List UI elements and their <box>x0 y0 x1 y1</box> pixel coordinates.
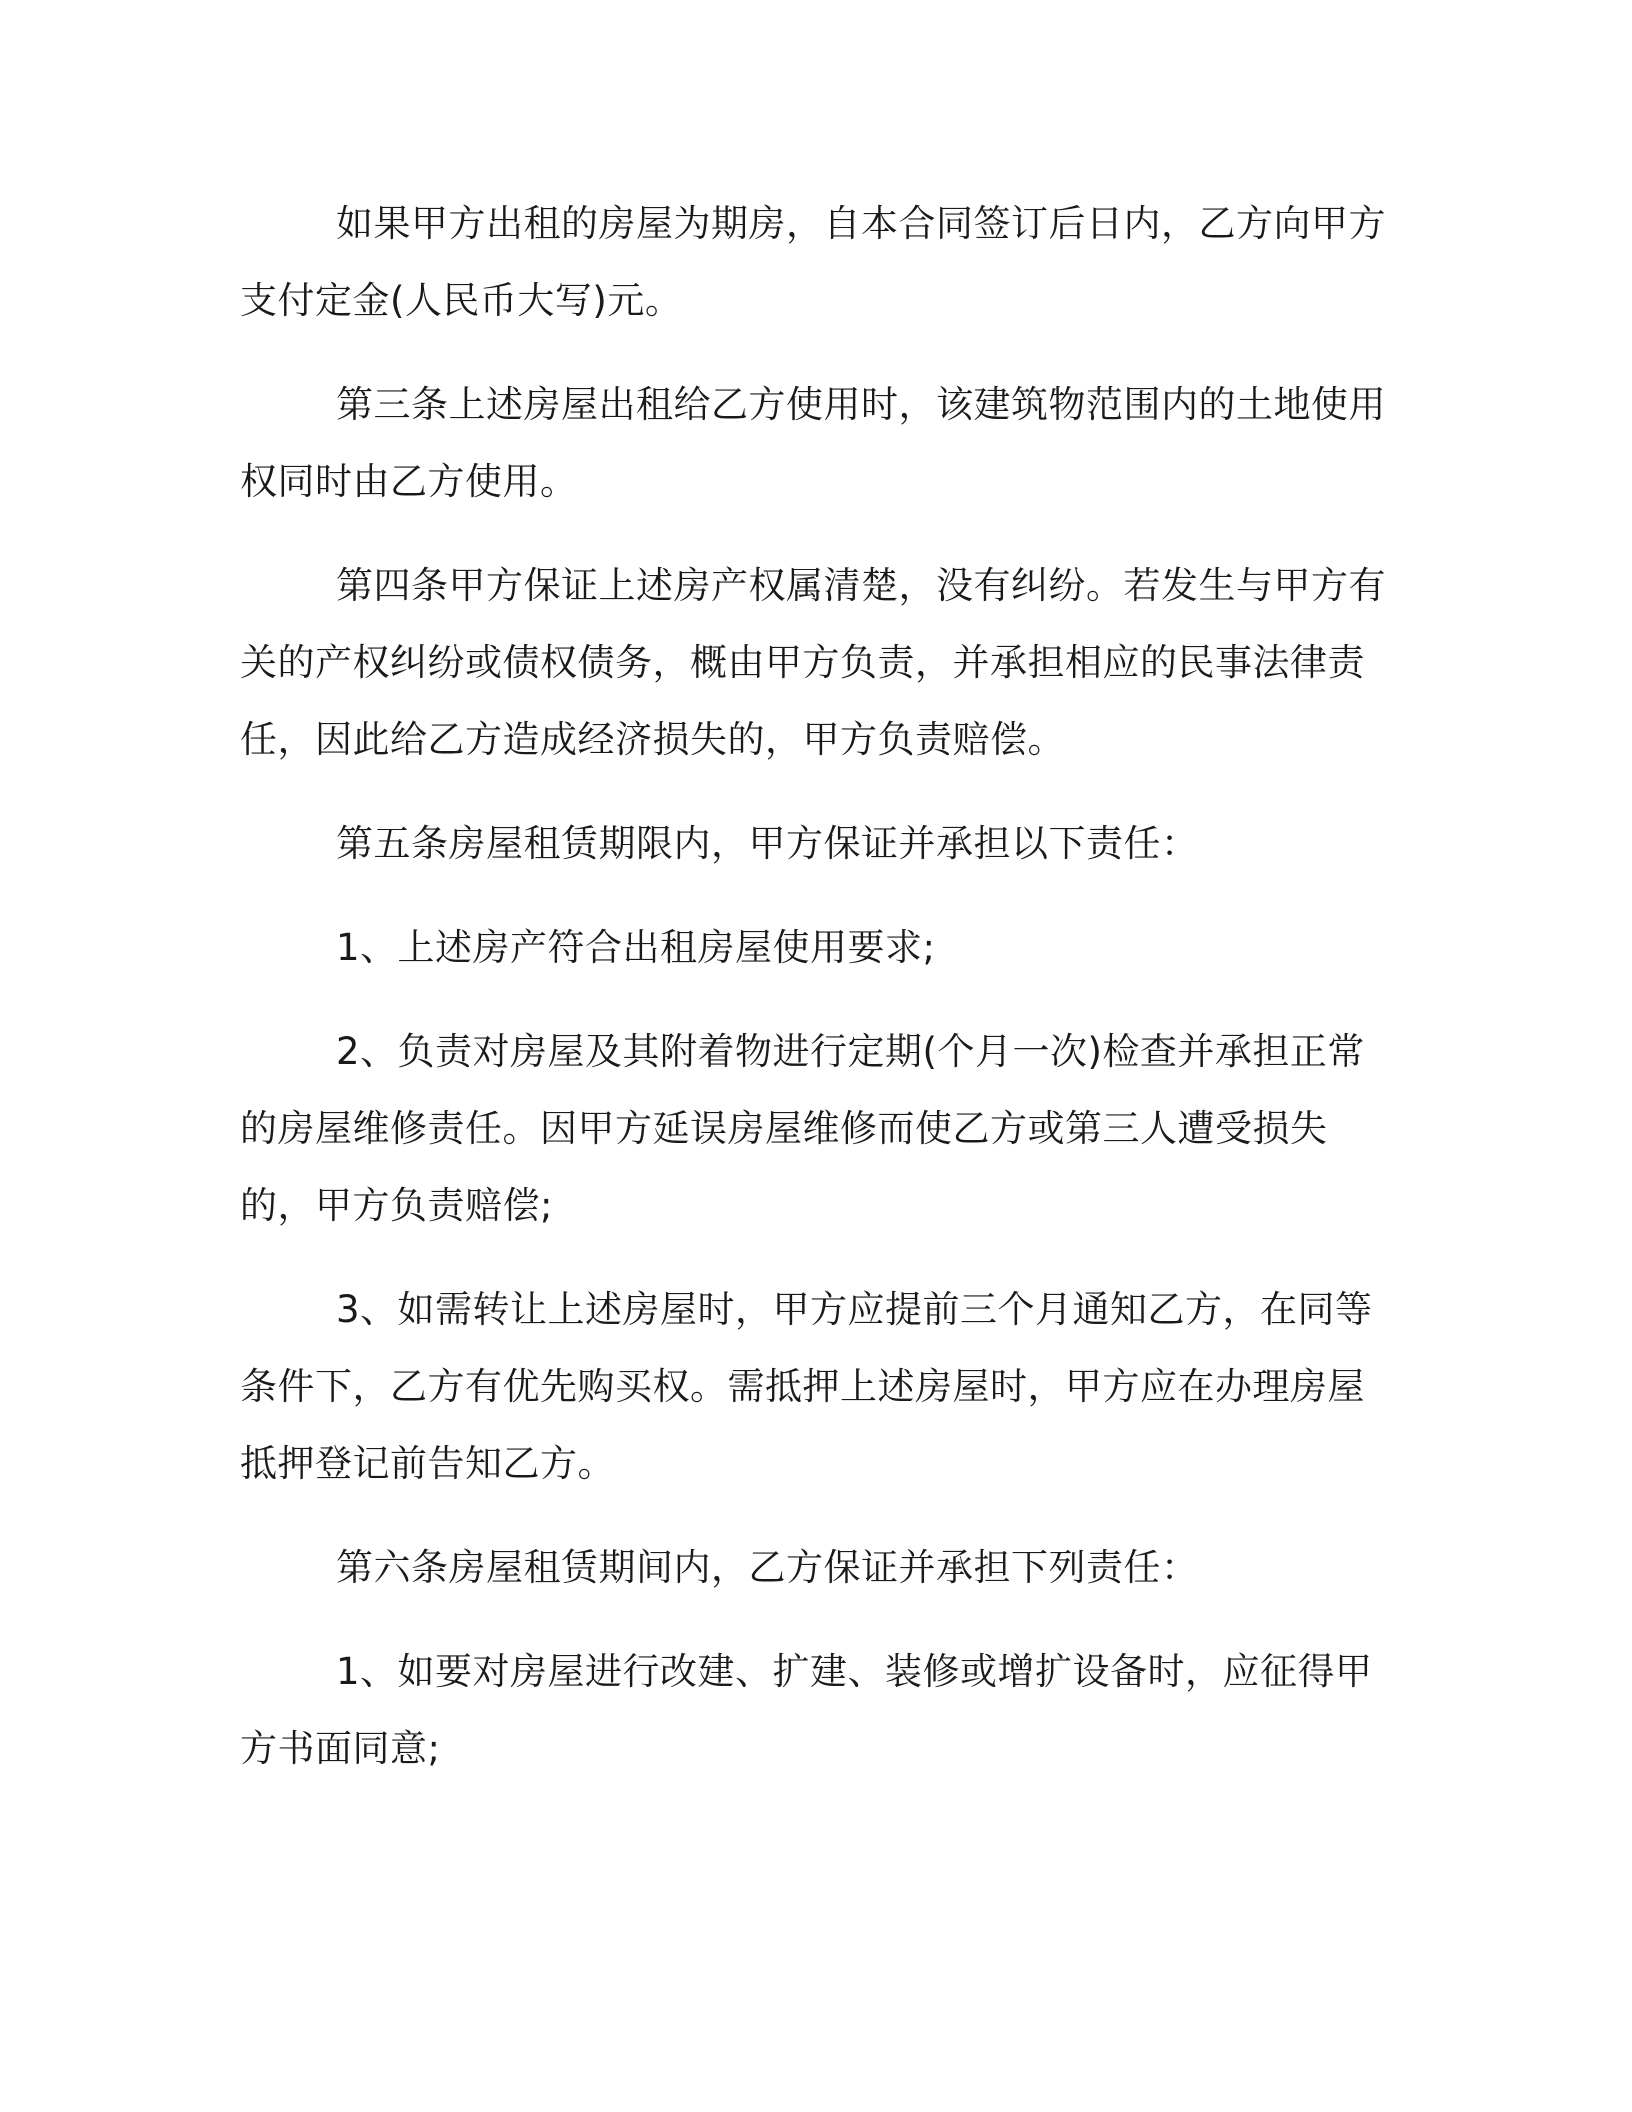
paragraph-article-4: 第四条甲方保证上述房产权属清楚，没有纠纷。若发生与甲方有关的产权纠纷或债权债务，概由甲方负责，并承担相应的民事法律责任，因此给乙方造成经济损失的，甲方负责赔偿。 <box>240 564 1386 761</box>
paragraph-article-3: 第三条上述房屋出租给乙方使用时，该建筑物范围内的土地使用权同时由乙方使用。 <box>240 383 1386 503</box>
document-body <box>240 185 1390 1814</box>
paragraph-article-5: 第五条房屋租赁期限内，甲方保证并承担以下责任： <box>336 822 1199 865</box>
paragraph-article-5-item-2: 2、负责对房屋及其附着物进行定期(个月一次)检查并承担正常的房屋维修责任。因甲方延误房屋维修而使乙方或第三人遭受损失的，甲方负责赔偿; <box>240 1030 1365 1227</box>
paragraph-article-5-item-1: 1、上述房产符合出租房屋使用要求; <box>336 926 936 969</box>
paragraph-article-5-item-3: 3、如需转让上述房屋时，甲方应提前三个月通知乙方，在同等条件下，乙方有优先购买权。需抵押上述房屋时，甲方应在办理房屋抵押登记前告知乙方。 <box>240 1288 1373 1485</box>
paragraph-deposit: 如果甲方出租的房屋为期房，自本合同签订后日内，乙方向甲方支付定金(人民币大写)元。 <box>240 202 1386 322</box>
paragraph-article-6-item-1: 1、如要对房屋进行改建、扩建、装修或增扩设备时，应征得甲方书面同意; <box>240 1650 1373 1770</box>
paragraph-article-6: 第六条房屋租赁期间内，乙方保证并承担下列责任： <box>336 1546 1199 1589</box>
